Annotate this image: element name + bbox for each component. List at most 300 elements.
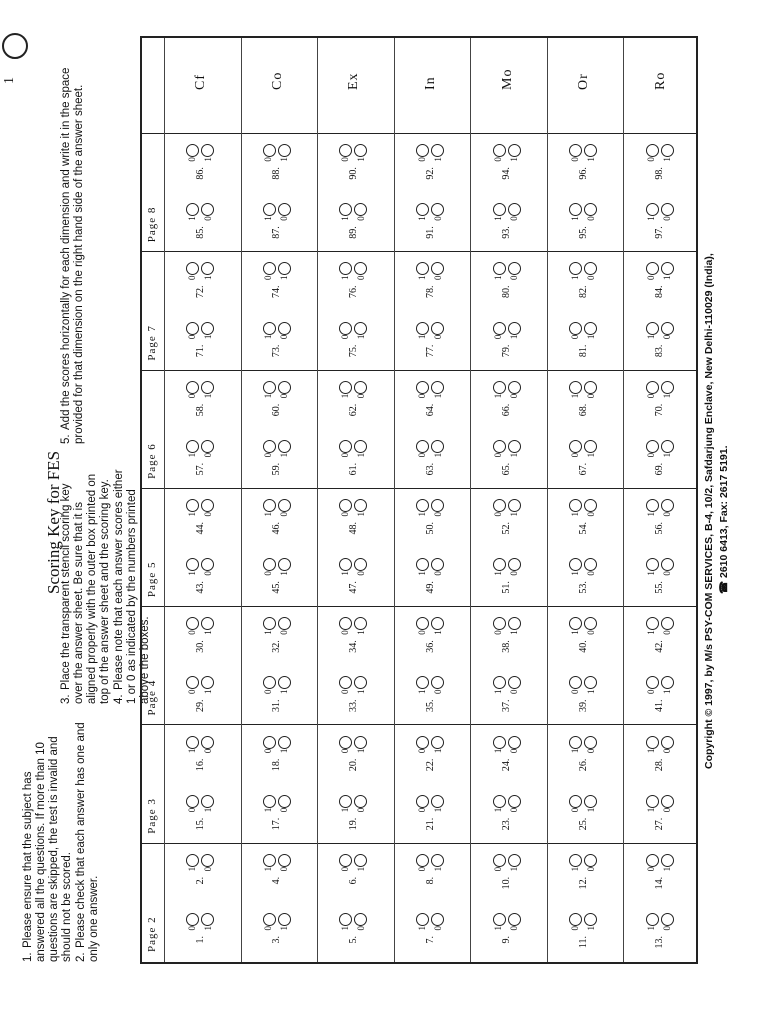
answer-item	[185, 322, 215, 367]
answer-bubble	[661, 203, 674, 216]
instruction-4: 4.Please note that each answer scores either 1 or 0 as indicated by the numbers printed above the boxes.	[113, 469, 151, 704]
item-number: 80.	[501, 285, 513, 298]
answer-bubble	[569, 558, 582, 571]
answer-bubble	[584, 440, 597, 453]
item-number: 76.	[347, 285, 359, 298]
score-marks: 0 1	[569, 807, 596, 813]
answer-bubble	[569, 322, 582, 335]
answer-bubble	[354, 203, 367, 216]
answer-bubble	[508, 144, 521, 157]
item-number: 60.	[271, 403, 283, 417]
answer-item	[492, 795, 522, 840]
item-number: 78.	[424, 285, 436, 298]
answer-bubble	[263, 617, 276, 630]
answer-item	[645, 203, 675, 248]
answer-bubble	[339, 499, 352, 512]
score-marks: 0 1	[186, 393, 213, 399]
answer-bubble	[569, 854, 582, 867]
score-marks: 0 1	[416, 157, 443, 162]
answer-bubble	[508, 913, 521, 926]
item-number: 44.	[194, 522, 206, 535]
item-number: 45.	[271, 581, 283, 594]
item-number: 56.	[654, 522, 666, 535]
answer-bubble	[493, 322, 506, 335]
answer-item	[568, 322, 598, 367]
answer-item	[262, 203, 292, 248]
instructions-col-3	[60, 64, 87, 444]
dimension-label: Ro	[652, 71, 668, 90]
answer-bubble	[584, 499, 597, 512]
item-number: 82.	[577, 285, 589, 298]
score-marks: 1 0	[263, 630, 290, 635]
answer-item	[492, 913, 522, 958]
answer-bubble	[508, 440, 521, 453]
score-marks: 1 0	[646, 334, 673, 340]
row-divider	[317, 38, 318, 962]
answer-bubble	[354, 676, 367, 689]
answer-bubble	[646, 617, 659, 630]
answer-item	[645, 854, 675, 899]
item-number: 98.	[654, 167, 666, 180]
score-marks: 1 0	[416, 689, 443, 694]
score-marks: 0 1	[339, 452, 366, 458]
item-number: 87.	[271, 226, 283, 239]
answer-item	[568, 144, 598, 189]
score-marks: 1 0	[339, 926, 366, 931]
item-number: 86.	[194, 167, 206, 180]
answer-bubble	[646, 322, 659, 335]
item-number: 29.	[194, 699, 206, 712]
score-marks: 0 1	[186, 334, 213, 340]
item-number: 61.	[347, 462, 359, 476]
item-number: 94.	[501, 167, 513, 180]
answer-bubble	[201, 558, 214, 571]
column-divider	[142, 843, 696, 844]
answer-bubble	[278, 144, 291, 157]
answer-item	[492, 736, 522, 781]
row-divider	[394, 38, 395, 962]
answer-bubble	[354, 262, 367, 275]
item-number: 35.	[424, 699, 436, 712]
score-marks: 0 1	[569, 926, 596, 931]
answer-bubble	[431, 144, 444, 157]
score-marks: 1 0	[186, 512, 213, 517]
score-marks: 0 1	[263, 689, 290, 694]
answer-item	[492, 676, 522, 721]
answer-bubble	[661, 736, 674, 749]
answer-item	[338, 203, 368, 248]
item-number: 2.	[194, 876, 206, 885]
item-number: 89.	[347, 226, 359, 239]
score-marks: 1 0	[416, 216, 443, 221]
score-marks: 1 0	[569, 630, 596, 635]
answer-bubble	[186, 854, 199, 867]
answer-bubble	[584, 736, 597, 749]
answer-bubble	[646, 440, 659, 453]
item-number: 77.	[424, 344, 436, 358]
answer-item	[185, 795, 215, 840]
page-header: Page 7	[146, 324, 158, 361]
answer-bubble	[569, 736, 582, 749]
item-number: 83.	[654, 344, 666, 358]
answer-bubble	[278, 203, 291, 216]
answer-item	[645, 322, 675, 367]
answer-item	[645, 558, 675, 603]
item-number: 67.	[577, 462, 589, 476]
dimension-label: Cf	[193, 74, 209, 90]
score-marks: 0 1	[186, 630, 213, 635]
answer-bubble	[661, 676, 674, 689]
column-divider	[142, 251, 696, 252]
item-number: 30.	[194, 640, 206, 653]
answer-bubble	[201, 381, 214, 394]
answer-bubble	[416, 736, 429, 749]
score-marks: 1 0	[186, 216, 213, 221]
circle-mark	[2, 33, 28, 59]
answer-bubble	[661, 322, 674, 335]
score-marks: 0 1	[339, 748, 366, 754]
item-number: 7.	[424, 936, 436, 944]
answer-bubble	[278, 854, 291, 867]
answer-bubble	[493, 440, 506, 453]
answer-bubble	[201, 499, 214, 512]
answer-bubble	[263, 144, 276, 157]
item-number: 1.	[194, 936, 206, 944]
answer-bubble	[416, 558, 429, 571]
score-marks: 0 1	[339, 157, 366, 162]
answer-item	[645, 676, 675, 721]
answer-bubble	[201, 854, 214, 867]
score-marks: 0 1	[186, 689, 213, 694]
item-number: 22.	[424, 758, 436, 772]
answer-bubble	[646, 736, 659, 749]
answer-item	[492, 203, 522, 248]
score-marks: 1 0	[569, 393, 596, 399]
answer-bubble	[646, 381, 659, 394]
answer-bubble	[186, 440, 199, 453]
dimension-label: In	[423, 76, 438, 90]
answer-bubble	[508, 262, 521, 275]
score-marks: 0 1	[416, 452, 443, 458]
item-number: 13.	[654, 936, 666, 949]
item-number: 73.	[271, 344, 283, 358]
answer-bubble	[646, 676, 659, 689]
item-number: 92.	[424, 167, 436, 180]
score-marks: 1 0	[646, 926, 673, 931]
item-number: 17.	[271, 817, 283, 831]
item-number: 32.	[271, 640, 283, 653]
score-marks: 1 0	[493, 748, 520, 754]
answer-item	[568, 499, 598, 544]
answer-item	[262, 676, 292, 721]
answer-item	[415, 440, 445, 485]
answer-bubble	[186, 381, 199, 394]
score-marks: 1 0	[339, 807, 366, 813]
score-marks: 0 1	[339, 866, 366, 872]
answer-bubble	[431, 558, 444, 571]
column-divider	[142, 606, 696, 607]
item-number: 25.	[577, 817, 589, 831]
item-number: 81.	[577, 344, 589, 358]
answer-bubble	[201, 440, 214, 453]
answer-bubble	[186, 617, 199, 630]
answer-item	[645, 795, 675, 840]
item-number: 91.	[424, 226, 436, 239]
score-marks: 0 1	[646, 393, 673, 399]
item-number: 46.	[271, 522, 283, 535]
score-marks: 0 1	[416, 393, 443, 399]
answer-bubble	[661, 381, 674, 394]
answer-item	[338, 558, 368, 603]
answer-bubble	[431, 854, 444, 867]
item-number: 53.	[577, 581, 589, 594]
item-number: 26.	[577, 758, 589, 772]
item-number: 6.	[347, 876, 359, 885]
answer-bubble	[661, 144, 674, 157]
answer-item	[185, 262, 215, 307]
answer-bubble	[186, 736, 199, 749]
answer-bubble	[339, 617, 352, 630]
score-marks: 1 0	[263, 866, 290, 872]
score-marks: 0 1	[416, 630, 443, 635]
instruction-1: 1.Please ensure that the subject has answered all the questions. If more than 10 questions are skipped, the test is invalid and should not be scored.	[22, 736, 73, 962]
score-marks: 0 1	[416, 748, 443, 754]
answer-bubble	[584, 795, 597, 808]
score-marks: 0 1	[569, 157, 596, 162]
answer-item	[645, 913, 675, 958]
score-marks: 0 1	[646, 866, 673, 872]
instruction-2: 2.Please check that each answer has one and only one answer.	[75, 722, 100, 962]
item-number: 39.	[577, 699, 589, 712]
answer-bubble	[646, 795, 659, 808]
answer-bubble	[661, 558, 674, 571]
score-marks: 1 0	[416, 926, 443, 931]
answer-bubble	[416, 854, 429, 867]
page-header: Page 5	[146, 561, 158, 598]
dimension-label: Ex	[346, 72, 362, 90]
score-marks: 1 0	[263, 512, 290, 517]
answer-bubble	[508, 676, 521, 689]
score-marks: 0 1	[493, 630, 520, 635]
answer-item	[492, 617, 522, 662]
score-marks: 1 0	[186, 452, 213, 458]
answer-bubble	[508, 558, 521, 571]
answer-item	[415, 203, 445, 248]
answer-item	[568, 854, 598, 899]
score-marks: 1 0	[493, 689, 520, 694]
item-number: 20.	[347, 758, 359, 772]
score-marks: 0 1	[263, 571, 290, 576]
score-marks: 1 0	[186, 571, 213, 576]
row-divider	[470, 38, 471, 962]
item-number: 24.	[501, 758, 513, 772]
answer-bubble	[201, 203, 214, 216]
score-marks: 1 0	[646, 216, 673, 221]
answer-bubble	[186, 144, 199, 157]
answer-bubble	[646, 203, 659, 216]
answer-bubble	[584, 262, 597, 275]
answer-item	[338, 440, 368, 485]
score-marks: 1 0	[339, 275, 366, 280]
answer-bubble	[569, 262, 582, 275]
answer-bubble	[354, 322, 367, 335]
item-number: 31.	[271, 699, 283, 712]
answer-item	[262, 736, 292, 781]
answer-item	[415, 913, 445, 958]
answer-bubble	[493, 617, 506, 630]
item-number: 59.	[271, 462, 283, 476]
item-number: 68.	[577, 403, 589, 417]
answer-bubble	[493, 381, 506, 394]
answer-item	[415, 499, 445, 544]
answer-bubble	[339, 795, 352, 808]
answer-item	[338, 736, 368, 781]
answer-bubble	[493, 913, 506, 926]
answer-bubble	[661, 440, 674, 453]
answer-item	[262, 795, 292, 840]
score-marks: 1 0	[493, 807, 520, 813]
score-marks: 0 1	[493, 157, 520, 162]
item-number: 79.	[501, 344, 513, 358]
answer-bubble	[646, 262, 659, 275]
item-number: 3.	[271, 936, 283, 944]
answer-bubble	[493, 795, 506, 808]
answer-bubble	[431, 322, 444, 335]
answer-bubble	[416, 322, 429, 335]
score-marks: 1 0	[263, 216, 290, 221]
score-marks: 1 0	[186, 866, 213, 872]
column-divider	[142, 488, 696, 489]
contact-line: ☎ 2610 6413, Fax: 2617 5191.	[718, 445, 730, 594]
answer-bubble	[263, 854, 276, 867]
item-number: 42.	[654, 640, 666, 653]
answer-item	[262, 499, 292, 544]
answer-bubble	[186, 203, 199, 216]
item-number: 51.	[501, 581, 513, 594]
answer-bubble	[186, 913, 199, 926]
answer-item	[185, 381, 215, 426]
score-marks: 1 0	[339, 393, 366, 399]
score-marks: 1 0	[493, 275, 520, 280]
answer-item	[645, 499, 675, 544]
answer-bubble	[569, 440, 582, 453]
answer-bubble	[263, 203, 276, 216]
answer-bubble	[584, 676, 597, 689]
item-number: 36.	[424, 640, 436, 653]
score-marks: 1 0	[569, 748, 596, 754]
answer-bubble	[278, 322, 291, 335]
score-marks: 1 0	[646, 630, 673, 635]
item-number: 88.	[271, 167, 283, 180]
answer-item	[415, 676, 445, 721]
answer-bubble	[584, 854, 597, 867]
answer-item	[645, 440, 675, 485]
answer-item	[645, 262, 675, 307]
answer-item	[492, 499, 522, 544]
answer-bubble	[263, 913, 276, 926]
score-marks: 1 0	[569, 512, 596, 517]
answer-bubble	[339, 262, 352, 275]
item-number: 75.	[347, 344, 359, 358]
answer-bubble	[201, 144, 214, 157]
answer-item	[338, 913, 368, 958]
answer-bubble	[508, 499, 521, 512]
answer-bubble	[186, 322, 199, 335]
answer-item	[185, 499, 215, 544]
score-marks: 0 1	[263, 926, 290, 931]
answer-bubble	[569, 617, 582, 630]
answer-item	[568, 381, 598, 426]
answer-bubble	[661, 913, 674, 926]
item-number: 48.	[347, 522, 359, 535]
score-marks: 0 1	[646, 157, 673, 162]
score-marks: 1 0	[493, 926, 520, 931]
item-number: 8.	[424, 876, 436, 885]
answer-bubble	[661, 262, 674, 275]
answer-item	[568, 203, 598, 248]
answer-bubble	[569, 913, 582, 926]
answer-bubble	[278, 795, 291, 808]
item-number: 33.	[347, 699, 359, 712]
answer-item	[338, 322, 368, 367]
dimension-label: Co	[269, 71, 285, 90]
answer-bubble	[431, 736, 444, 749]
item-number: 69.	[654, 462, 666, 476]
answer-item	[492, 381, 522, 426]
answer-bubble	[569, 381, 582, 394]
row-divider	[547, 38, 548, 962]
answer-bubble	[646, 854, 659, 867]
answer-item	[492, 144, 522, 189]
score-marks: 1 0	[339, 216, 366, 221]
answer-bubble	[508, 854, 521, 867]
answer-bubble	[339, 854, 352, 867]
answer-item	[568, 736, 598, 781]
answer-bubble	[354, 499, 367, 512]
item-number: 52.	[501, 522, 513, 535]
answer-bubble	[201, 617, 214, 630]
answer-item	[415, 854, 445, 899]
answer-item	[568, 913, 598, 958]
answer-bubble	[201, 262, 214, 275]
item-number: 40.	[577, 640, 589, 653]
answer-item	[185, 854, 215, 899]
answer-bubble	[493, 676, 506, 689]
item-number: 5.	[347, 936, 359, 944]
answer-item	[645, 617, 675, 662]
answer-bubble	[493, 854, 506, 867]
answer-item	[338, 676, 368, 721]
answer-item	[262, 558, 292, 603]
page-header: Page 6	[146, 443, 158, 479]
answer-bubble	[661, 795, 674, 808]
answer-bubble	[646, 558, 659, 571]
answer-bubble	[493, 144, 506, 157]
score-marks: 1 0	[493, 216, 520, 221]
answer-bubble	[646, 144, 659, 157]
column-divider	[142, 724, 696, 725]
answer-bubble	[339, 322, 352, 335]
answer-bubble	[416, 203, 429, 216]
answer-item	[185, 144, 215, 189]
answer-bubble	[354, 795, 367, 808]
answer-item	[262, 440, 292, 485]
score-marks: 1 0	[646, 571, 673, 576]
item-number: 18.	[271, 758, 283, 772]
score-marks: 1 0	[339, 571, 366, 576]
answer-bubble	[431, 440, 444, 453]
answer-item	[185, 440, 215, 485]
